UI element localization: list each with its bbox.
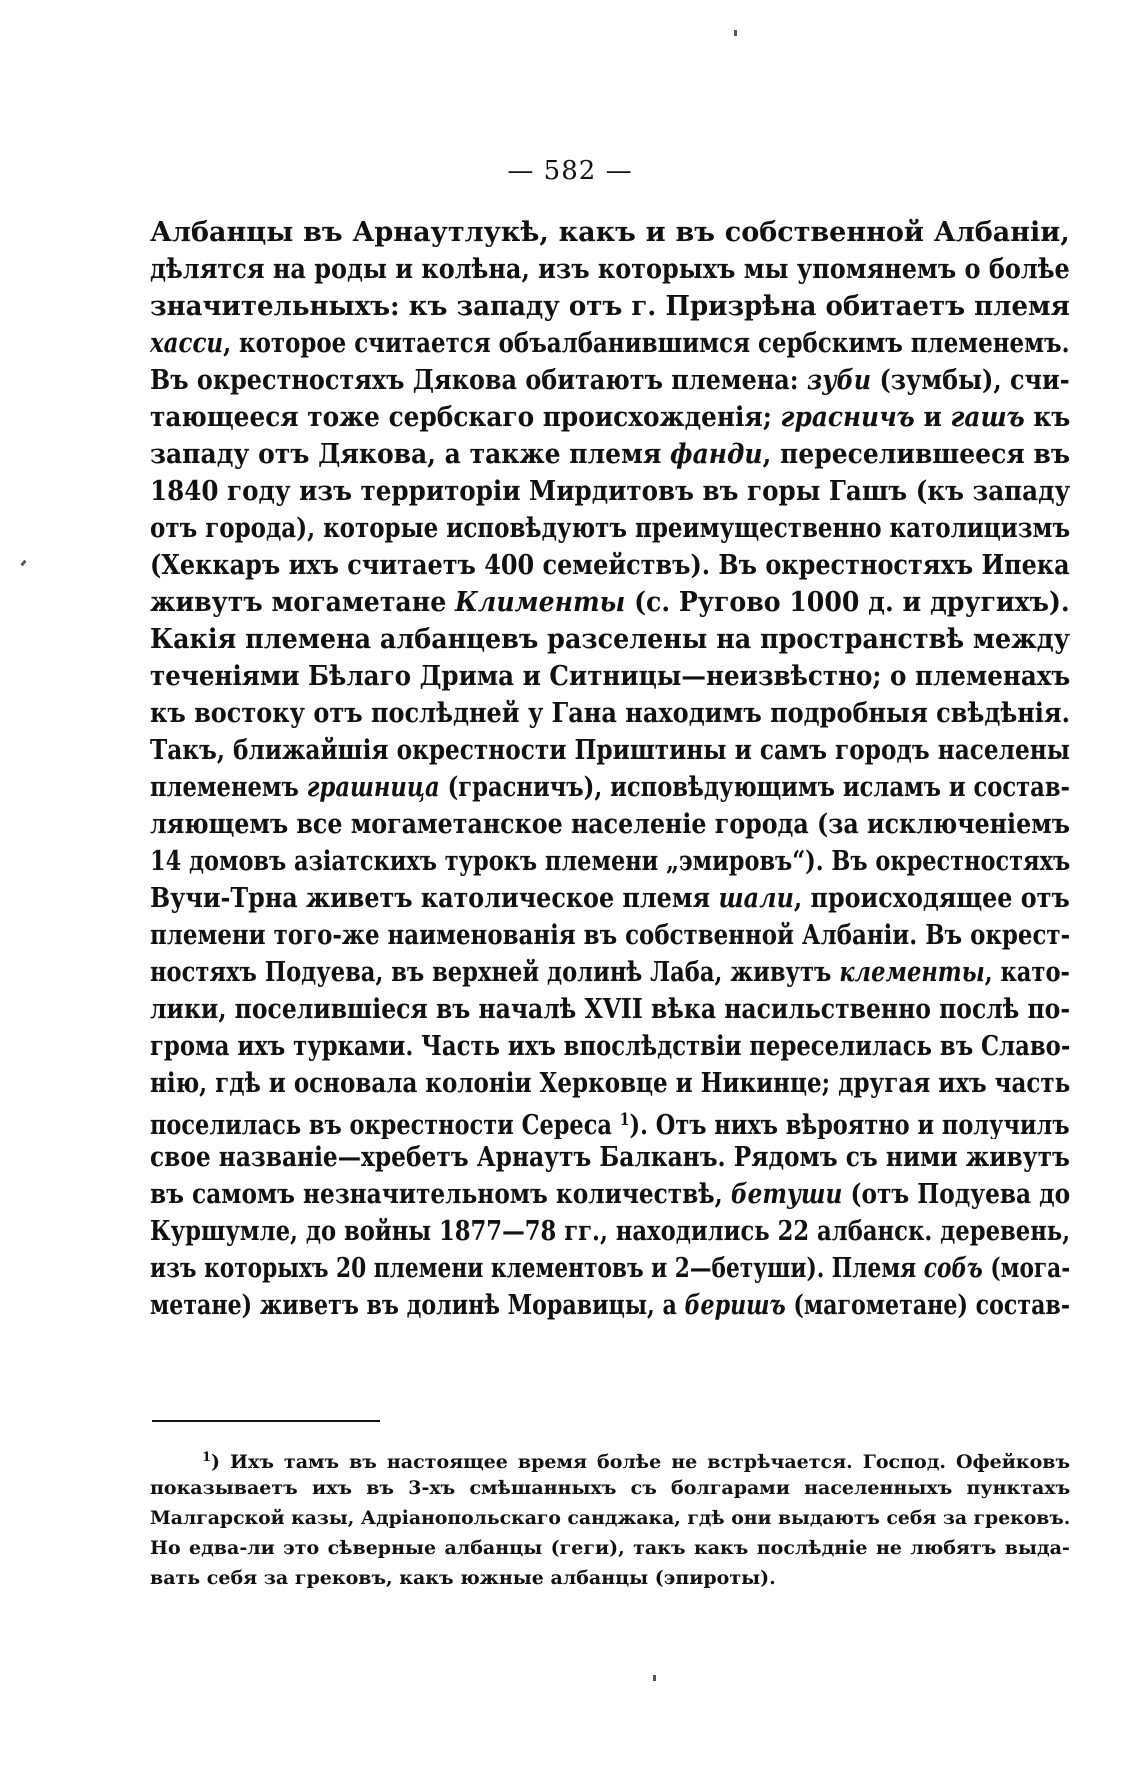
text-segment: поселилась въ окрестности Сереса bbox=[150, 1110, 620, 1139]
text-line bbox=[150, 584, 1070, 621]
text-segment: Вучи-Трна живетъ католическое племя bbox=[150, 883, 719, 914]
text-segment: въ самомъ незначительномъ количествѣ, bbox=[150, 1179, 731, 1210]
text-segment: и bbox=[914, 402, 951, 433]
text-segment: къ bbox=[1024, 402, 1070, 433]
text-line bbox=[150, 1250, 1070, 1287]
footnote-rule bbox=[152, 1420, 380, 1422]
text-segment: , происходящее отъ bbox=[793, 883, 1070, 914]
text-segment: (отъ Подуева до bbox=[842, 1179, 1070, 1210]
text-segment: Албанцы въ Арнаутлукѣ, какъ и въ собственной Албаніи, bbox=[150, 217, 1070, 248]
italic-term: бетуши bbox=[730, 1179, 843, 1210]
text-segment: метане) живетъ въ долинѣ Моравицы, а bbox=[150, 1290, 685, 1321]
text-segment: 1840 году изъ территоріи Мирдитовъ въ горы Гашъ (къ западу bbox=[150, 476, 1070, 507]
italic-term: собъ bbox=[923, 1253, 983, 1284]
page-number: — 582 — bbox=[507, 156, 633, 186]
italic-term: зуби bbox=[806, 365, 872, 396]
footnote-text: ) Ихъ тамъ въ настоящее время болѣе не встрѣчается. Господ. Офейковъ bbox=[211, 1451, 1070, 1473]
text-line bbox=[150, 288, 1070, 325]
text-line bbox=[150, 806, 1070, 843]
text-segment: Въ окрестностяхъ Дякова обитаютъ племена: bbox=[150, 365, 807, 396]
text-line bbox=[150, 769, 1070, 806]
text-segment: отъ города), которые исповѣдуютъ преимущественно католицизмъ bbox=[150, 513, 1070, 544]
text-segment: ностяхъ Подуева, въ верхней долинѣ Лаба, живутъ bbox=[150, 957, 840, 988]
text-segment: нію, гдѣ и основала колоніи Херковце и Никинце; другая ихъ часть bbox=[150, 1068, 1070, 1099]
scan-speck bbox=[734, 30, 737, 36]
footnote-reference: 1 bbox=[619, 1110, 630, 1130]
footnote-line bbox=[150, 1473, 1070, 1503]
text-line bbox=[150, 214, 1070, 251]
text-segment: (Хеккаръ ихъ считаетъ 400 семействъ). Въ окрестностяхъ Ипека bbox=[150, 550, 1070, 581]
text-line bbox=[150, 547, 1070, 584]
text-line bbox=[150, 436, 1070, 473]
footnote-line bbox=[150, 1533, 1070, 1563]
footnote-line bbox=[150, 1443, 1070, 1473]
text-line bbox=[150, 880, 1070, 917]
footnote bbox=[150, 1443, 1070, 1593]
text-line bbox=[150, 1065, 1070, 1102]
italic-term: грашница bbox=[306, 772, 440, 803]
text-line bbox=[150, 732, 1070, 769]
text-line bbox=[150, 251, 1070, 288]
text-segment: Такъ, ближайшія окрестности Приштины и самъ городъ населены bbox=[150, 735, 1070, 766]
text-line bbox=[150, 362, 1070, 399]
scan-speck bbox=[653, 1675, 656, 1681]
text-segment: , которое считается объалбанившимся сербскимъ племенемъ. bbox=[223, 328, 1070, 359]
text-line bbox=[150, 991, 1070, 1028]
text-segment: тающееся тоже сербскаго происхожденія; bbox=[150, 402, 781, 433]
footnote-text: вать себя за грековъ, какъ южные албанцы (эпироты). bbox=[150, 1567, 776, 1589]
text-line bbox=[150, 843, 1070, 880]
text-segment: 14 домовъ азіатскихъ турокъ племени „эмировъ“). Въ окрестностяхъ bbox=[150, 846, 1070, 877]
italic-term: беришъ bbox=[684, 1290, 786, 1321]
text-segment: племенемъ bbox=[150, 772, 307, 803]
text-segment: ляющемъ все могаметанское населеніе города (за исключеніемъ bbox=[150, 809, 1070, 840]
text-line bbox=[150, 954, 1070, 991]
text-line bbox=[150, 1139, 1070, 1176]
italic-term: клементы bbox=[839, 957, 985, 988]
text-segment: (грасничъ), исповѣдующимъ исламъ и состав- bbox=[439, 772, 1070, 803]
text-segment: Какія племена албанцевъ разселены на пространствѣ между bbox=[150, 624, 1070, 655]
text-line bbox=[150, 1028, 1070, 1065]
text-line bbox=[150, 658, 1070, 695]
text-segment: ). Отъ нихъ вѣроятно и получилъ bbox=[629, 1110, 1070, 1139]
text-segment: изъ которыхъ 20 племени клементовъ и 2—бетуши). Племя bbox=[150, 1253, 924, 1284]
text-line bbox=[150, 1176, 1070, 1213]
footnote-text: Но едва-ли это сѣверные албанцы (геги), такъ какъ послѣдніе не любятъ выда- bbox=[150, 1537, 1070, 1559]
text-line bbox=[150, 510, 1070, 547]
italic-term: шали bbox=[718, 883, 794, 914]
text-line bbox=[150, 473, 1070, 510]
text-line bbox=[150, 695, 1070, 732]
text-segment: , переселившееся въ bbox=[762, 439, 1070, 470]
italic-term: фанди bbox=[670, 439, 763, 470]
text-line bbox=[150, 325, 1070, 362]
text-segment: лики, поселившіеся въ началѣ XVII вѣка насильственно послѣ по- bbox=[150, 994, 1070, 1025]
footnote-line bbox=[150, 1503, 1070, 1533]
text-segment: Куршумле, до войны 1877—78 гг., находились 22 албанск. деревень, bbox=[150, 1216, 1070, 1247]
text-segment: значительныхъ: къ западу отъ г. Призрѣна обитаетъ племя bbox=[150, 291, 1070, 322]
text-segment: теченіями Бѣлаго Дрима и Ситницы—неизвѣстно; о племенахъ bbox=[150, 661, 1070, 692]
text-segment: , като- bbox=[984, 957, 1070, 988]
text-segment: къ востоку отъ послѣдней у Гана находимъ подробныя свѣдѣнія. bbox=[150, 698, 1070, 729]
text-line bbox=[150, 1287, 1070, 1324]
text-segment: (с. Ругово 1000 д. и другихъ). bbox=[625, 587, 1070, 618]
text-segment: (зумбы), счи- bbox=[871, 365, 1070, 396]
text-segment: дѣлятся на роды и колѣна, изъ которыхъ мы упомянемъ о болѣе bbox=[150, 254, 1070, 285]
footnote-text: показываетъ ихъ въ 3-хъ смѣшанныхъ съ болгарами населенныхъ пунктахъ bbox=[150, 1477, 1070, 1499]
body-text bbox=[150, 214, 1070, 1324]
text-line bbox=[150, 917, 1070, 954]
text-line bbox=[150, 1213, 1070, 1250]
text-line bbox=[150, 621, 1070, 658]
italic-term: гашъ bbox=[950, 402, 1025, 433]
footnote-text: Малгарской казы, Адріанопольскаго санджака, гдѣ они выдаютъ себя за грековъ. bbox=[150, 1507, 1070, 1529]
text-segment: (мога- bbox=[982, 1253, 1070, 1284]
footnote-marker: 1 bbox=[202, 1450, 212, 1465]
text-segment: западу отъ Дякова, а также племя bbox=[150, 439, 671, 470]
text-segment: свое названіе—хребетъ Арнаутъ Балканъ. Рядомъ съ ними живутъ bbox=[150, 1142, 1070, 1173]
text-segment: племени того-же наименованія въ собственной Албаніи. Въ окрест- bbox=[150, 920, 1070, 951]
italic-term: грасничъ bbox=[780, 402, 915, 433]
italic-term: Клименты bbox=[454, 587, 626, 618]
scan-speck bbox=[20, 560, 26, 567]
text-segment: грома ихъ турками. Часть ихъ впослѣдствіи переселилась въ Славо- bbox=[150, 1031, 1070, 1062]
footnote-line bbox=[150, 1563, 1070, 1593]
italic-term: хасси bbox=[150, 328, 224, 359]
text-line bbox=[150, 399, 1070, 436]
text-line bbox=[150, 1102, 1070, 1139]
text-segment: живутъ могаметане bbox=[150, 587, 455, 618]
text-segment: (магометане) состав- bbox=[785, 1290, 1070, 1321]
